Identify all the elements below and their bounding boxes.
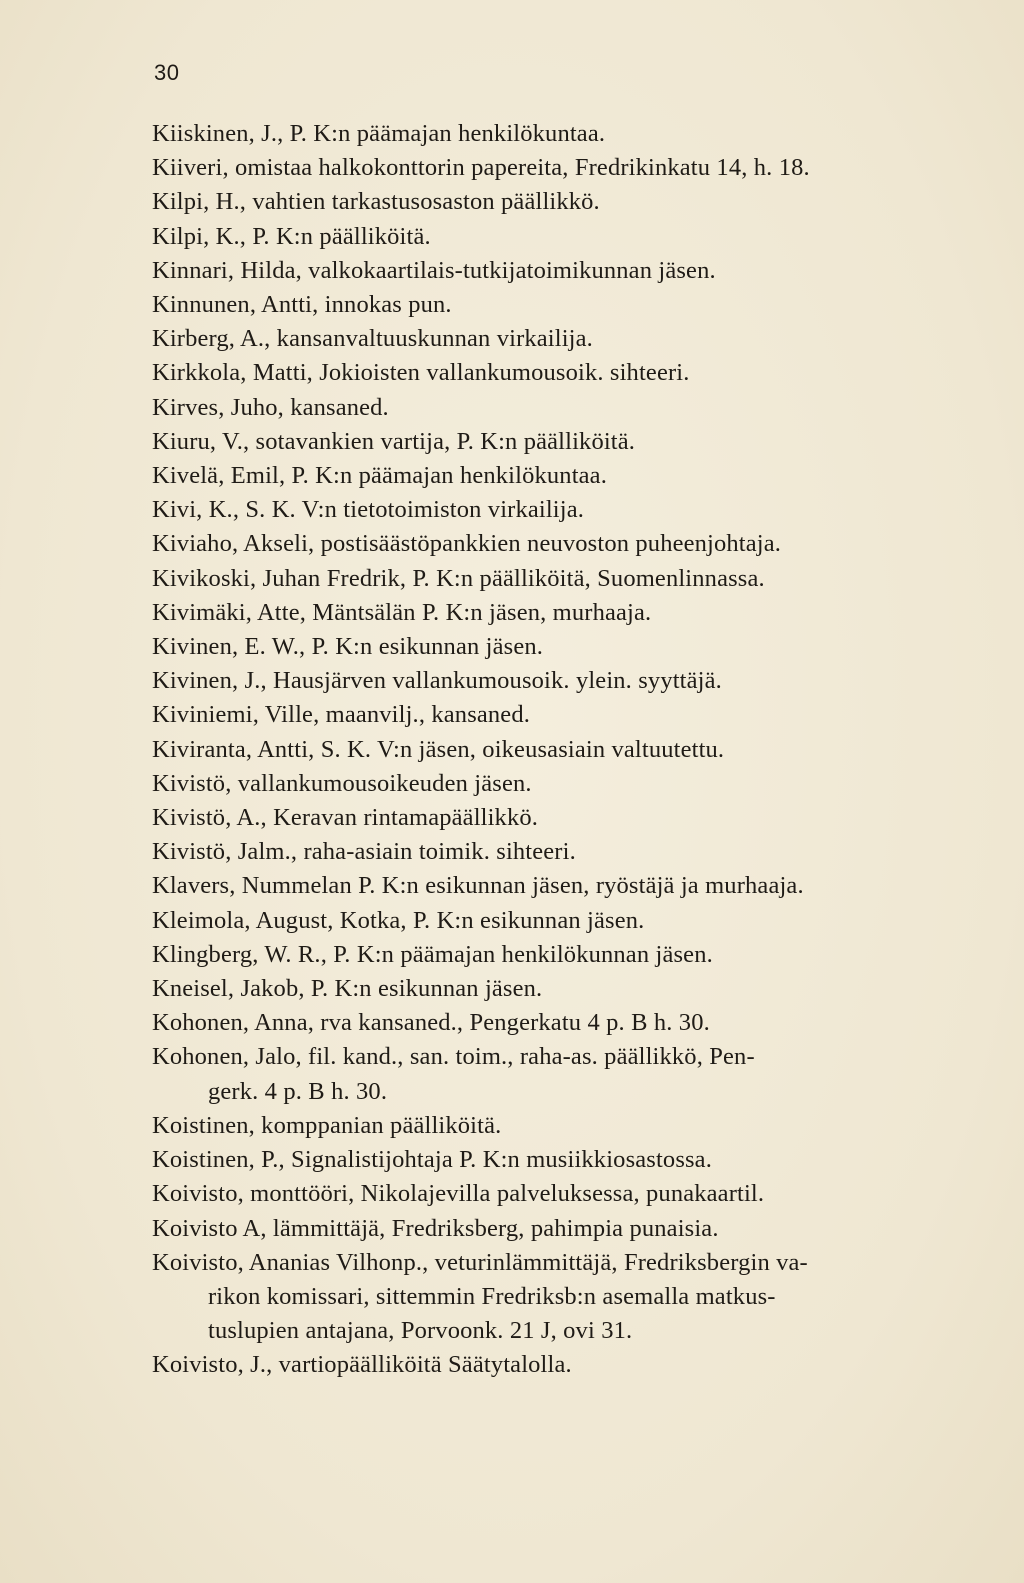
register-entry	[152, 220, 932, 254]
entry-line: Kilpi, H., vahtien tarkastusosaston päällikkö.	[152, 188, 600, 216]
register-entry	[152, 254, 932, 288]
register-entry	[152, 767, 932, 801]
register-entry	[152, 938, 932, 972]
page-number: 30	[154, 60, 180, 85]
register-entry	[152, 527, 932, 561]
register-entry	[152, 630, 932, 664]
entry-line: Kinnari, Hilda, valkokaartilais-tutkijatoimikunnan jäsen.	[152, 256, 716, 284]
entry-line: Kiiveri, omistaa halkokonttorin papereita, Fredrikinkatu 14, h. 18.	[152, 154, 810, 182]
entry-line: Kiviniemi, Ville, maanvilj., kansaned.	[152, 701, 531, 729]
entry-line: Kivikoski, Juhan Fredrik, P. K:n päälliköitä, Suomenlinnassa.	[152, 564, 765, 592]
register-entry	[152, 904, 932, 938]
entry-line: Kinnunen, Antti, innokas pun.	[152, 291, 452, 319]
entry-line: Kirves, Juho, kansaned.	[152, 393, 389, 421]
register-entry	[152, 801, 932, 835]
entry-line: Kivistö, A., Keravan rintamapäällikkö.	[152, 804, 539, 832]
entry-line: Kiviaho, Akseli, postisäästöpankkien neuvoston puheenjohtaja.	[152, 530, 782, 558]
entry-line: Kivinen, E. W., P. K:n esikunnan jäsen.	[152, 633, 544, 661]
entry-line: Koistinen, P., Signalistijohtaja P. K:n musiikkiosastossa.	[152, 1146, 712, 1174]
entry-continuation-line: rikon komissari, sittemmin Fredriksb:n asemalla matkus-	[208, 1282, 776, 1310]
register-entry	[152, 391, 932, 425]
entry-continuation-line: gerk. 4 p. B h. 30.	[208, 1077, 388, 1105]
entry-line: Kilpi, K., P. K:n päälliköitä.	[152, 222, 431, 250]
register-entry	[152, 459, 932, 493]
entry-line: Kirberg, A., kansanvaltuuskunnan virkailija.	[152, 325, 593, 353]
entry-line: Kivelä, Emil, P. K:n päämajan henkilökuntaa.	[152, 462, 607, 490]
register-entry	[152, 698, 932, 732]
entry-line: Kivistö, vallankumousoikeuden jäsen.	[152, 769, 532, 797]
register-entry	[152, 972, 932, 1006]
register-entry	[152, 151, 932, 185]
entry-line: Kivimäki, Atte, Mäntsälän P. K:n jäsen, murhaaja.	[152, 598, 652, 626]
register-entry	[152, 1212, 932, 1246]
register-entry	[152, 562, 932, 596]
entry-line: Kivistö, Jalm., raha-asiain toimik. sihteeri.	[152, 838, 576, 866]
entry-line: Kohonen, Anna, rva kansaned., Pengerkatu 4 p. B h. 30.	[152, 1009, 710, 1037]
register-entry	[152, 493, 932, 527]
entry-line: Koivisto, monttööri, Nikolajevilla palveluksessa, punakaartil.	[152, 1180, 765, 1208]
entry-line: Koivisto A, lämmittäjä, Fredriksberg, pahimpia punaisia.	[152, 1214, 719, 1242]
entry-line: Kirkkola, Matti, Jokioisten vallankumousoik. sihteeri.	[152, 359, 690, 387]
register-entry	[152, 835, 932, 869]
entry-line: Kiviranta, Antti, S. K. V:n jäsen, oikeusasiain valtuutettu.	[152, 735, 725, 763]
entry-line: Koivisto, J., vartiopäälliköitä Säätytalolla.	[152, 1351, 572, 1379]
entry-line: Kohonen, Jalo, fil. kand., san. toim., raha-as. päällikkö, Pen-	[152, 1043, 755, 1071]
register-entry	[152, 1006, 932, 1040]
entry-line: Kivi, K., S. K. V:n tietotoimiston virkailija.	[152, 496, 585, 524]
register-entry	[152, 733, 932, 767]
register-entry	[152, 1177, 932, 1211]
register-entry	[152, 664, 932, 698]
register-entry	[152, 1246, 932, 1349]
register-entry	[152, 1040, 932, 1108]
register-entry-list	[152, 117, 932, 1383]
register-entry	[152, 425, 932, 459]
register-entry	[152, 322, 932, 356]
entry-line: Koivisto, Ananias Vilhonp., veturinlämmittäjä, Fredriksbergin va-	[152, 1248, 808, 1276]
register-entry	[152, 1109, 932, 1143]
entry-line: Koistinen, komppanian päälliköitä.	[152, 1111, 502, 1139]
register-entry	[152, 185, 932, 219]
register-entry	[152, 596, 932, 630]
entry-line: Kiuru, V., sotavankien vartija, P. K:n päälliköitä.	[152, 427, 636, 455]
entry-continuation-line: tuslupien antajana, Porvoonk. 21 J, ovi 31.	[208, 1317, 633, 1345]
entry-line: Kivinen, J., Hausjärven vallankumousoik. ylein. syyttäjä.	[152, 667, 722, 695]
entry-line: Kiiskinen, J., P. K:n päämajan henkilökuntaa.	[152, 120, 606, 147]
entry-line: Kleimola, August, Kotka, P. K:n esikunnan jäsen.	[152, 906, 645, 934]
register-entry	[152, 356, 932, 390]
register-entry	[152, 1348, 932, 1382]
register-entry	[152, 1143, 932, 1177]
register-entry	[152, 288, 932, 322]
entry-line: Kneisel, Jakob, P. K:n esikunnan jäsen.	[152, 975, 543, 1003]
entry-line: Klingberg, W. R., P. K:n päämajan henkilökunnan jäsen.	[152, 940, 713, 968]
register-entry	[152, 869, 932, 903]
register-entry	[152, 117, 932, 151]
entry-line: Klavers, Nummelan P. K:n esikunnan jäsen, ryöstäjä ja murhaaja.	[152, 872, 804, 900]
